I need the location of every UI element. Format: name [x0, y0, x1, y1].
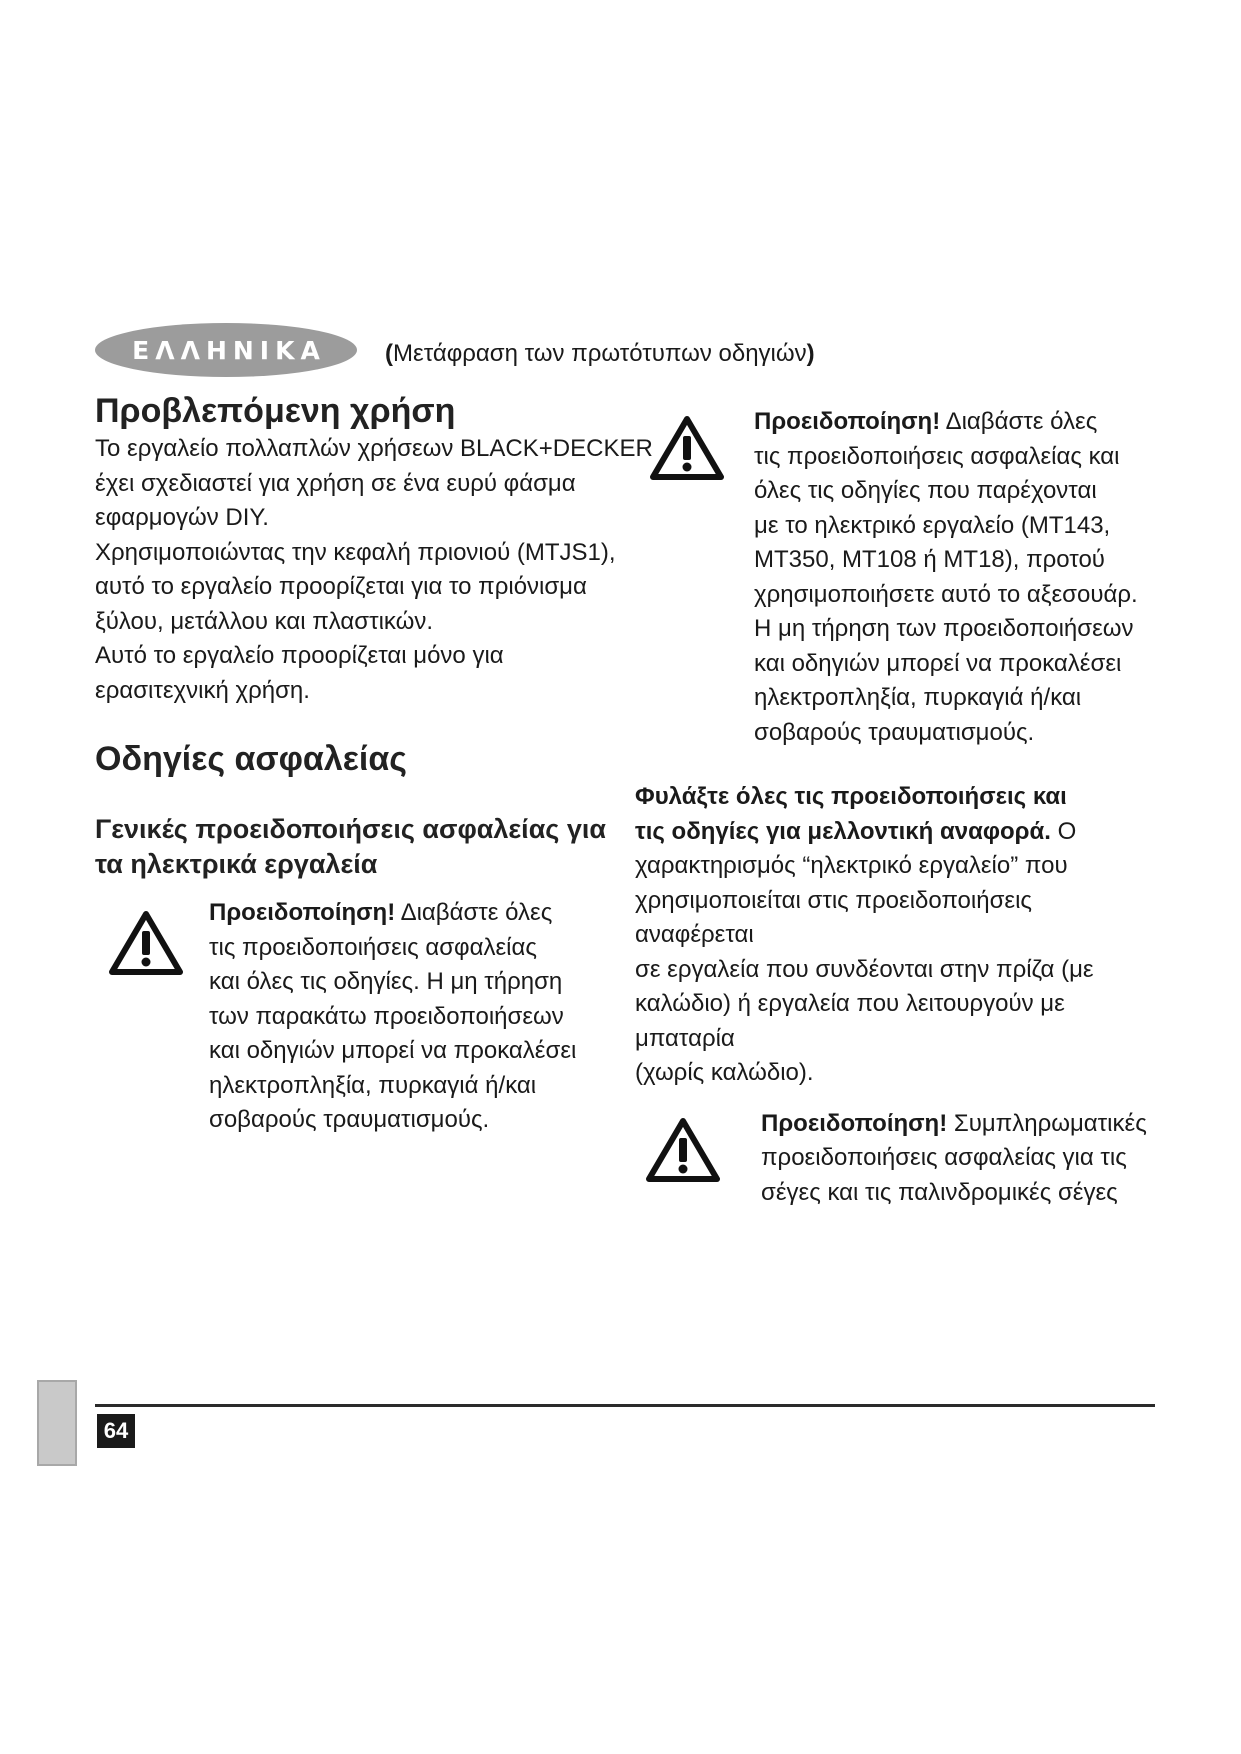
translation-note-text: Μετάφραση των πρωτότυπων οδηγιών [393, 340, 807, 367]
warning-triangle-icon [650, 415, 724, 481]
safety-title: Οδηγίες ασφαλείας [95, 740, 407, 778]
language-badge-label: ΕΛΛΗΝΙΚΑ [132, 335, 326, 365]
keep-instructions-paragraph: Φυλάξτε όλες τις προειδοποιήσεις και τις οδηγίες για μελλοντική αναφορά. Ο χαρακτηρισμός “ηλεκτρικό εργαλείο” που χρησιμοποιείται στις προειδοποιήσεις αναφέρεται σε εργαλεία που συνδέονται στην πρίζα (με καλώδιο) ή εργαλεία που λειτουργούν με μπαταρία (χωρίς καλώδιο). [635, 783, 1094, 1086]
right-column [635, 405, 1155, 1210]
warning-block-accessory [635, 405, 1155, 750]
warning-block-saws [635, 1107, 1155, 1211]
general-warnings-title: Γενικές προειδοποιήσεις ασφαλείας για τα ηλεκτρικά εργαλεία [95, 814, 606, 879]
warning-text-accessory: Προειδοποίηση! Διαβάστε όλες τις προειδοποιήσεις ασφαλείας και όλες τις οδηγίες που παρέχονται με το ηλεκτρικό εργαλείο (MT143, MT350, MT108 ή MT18), προτού χρησιμοποιήσετε αυτό το αξεσουάρ. Η μη τήρηση των προειδοποιήσεων και οδηγιών μπορεί να προκαλέσει ηλεκτροπληξία, πυρκαγιά ή/και σοβαρούς τραυματισμούς. [754, 408, 1138, 746]
warning-triangle-icon [646, 1117, 720, 1183]
intended-use-body: Το εργαλείο πολλαπλών χρήσεων BLACK+DECKER έχει σχεδιαστεί για χρήση σε ένα ευρύ φάσμα εφαρμογών DIY. Χρησιμοποιώντας την κεφαλή πριονιού (MTJS1), αυτό το εργαλείο προορίζεται για το πριόνισμα ξύλου, μετάλλου και πλαστικών. Αυτό το εργαλείο προορίζεται μόνο για ερασιτεχνική χρήση. [95, 435, 653, 704]
warning-text-general: Προειδοποίηση! Διαβάστε όλες τις προειδοποιήσεις ασφαλείας και όλες τις οδηγίες. Η μη τήρηση των παρακάτω προειδοποιήσεων και οδηγιών μπορεί να προκαλέσει ηλεκτροπληξία, πυρκαγιά ή/και σοβαρούς τραυματισμούς. [209, 899, 577, 1133]
footer-rule [95, 1404, 1155, 1407]
page-number: 64 [97, 1414, 135, 1448]
warning-text-saws: Προειδοποίηση! Συμπληρωματικές προειδοποιήσεις ασφαλείας για τις σέγες και τις παλινδρομικές σέγες [761, 1109, 1147, 1206]
warning-block-general [95, 896, 655, 1138]
page-edge-tab [37, 1380, 77, 1466]
intended-use-title: Προβλεπόμενη χρήση [95, 392, 456, 430]
warning-triangle-icon [109, 910, 183, 976]
language-badge [95, 323, 357, 377]
left-column [95, 390, 655, 1138]
translation-note: (Μετάφραση των πρωτότυπων οδηγιών) [385, 340, 815, 367]
